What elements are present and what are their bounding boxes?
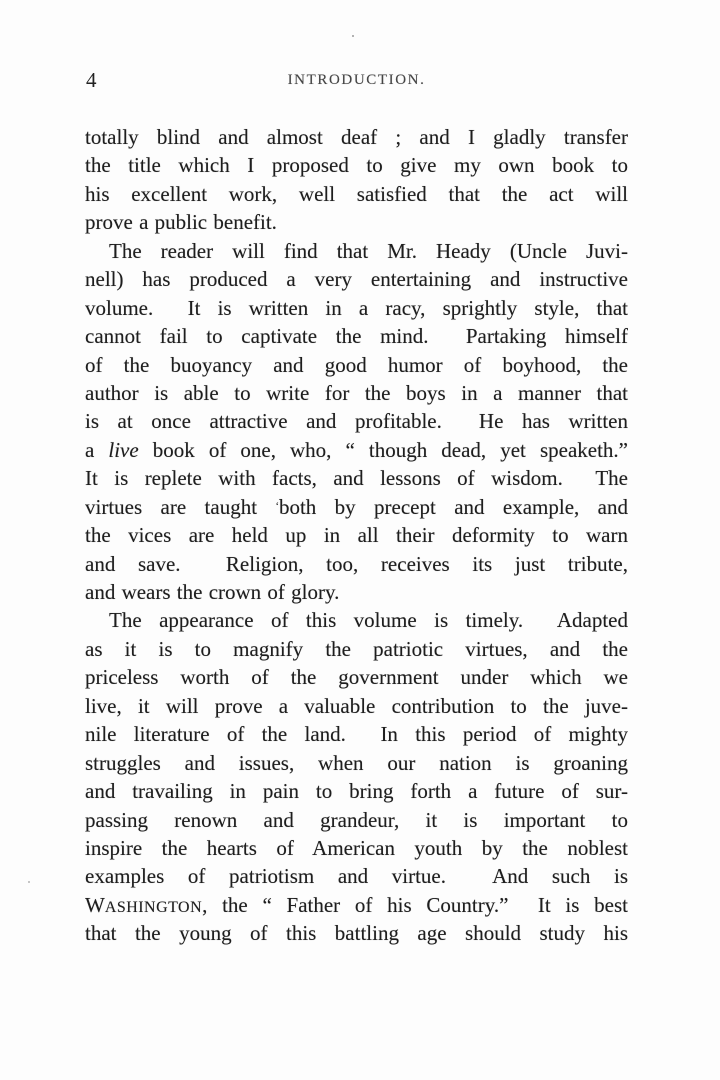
text-segment: as it is to magnify the patriotic virtues, and the	[85, 636, 628, 661]
text-line	[85, 521, 628, 549]
text-segment: and wears the crown of glory.	[85, 580, 340, 604]
text-line	[85, 294, 628, 322]
text-line	[85, 663, 628, 691]
text-segment: volume. It is written in a racy, sprightly style, that	[85, 295, 628, 320]
text-segment: examples of patriotism and virtue. And such is	[85, 864, 628, 889]
text-line	[85, 891, 628, 919]
text-segment: totally blind and almost deaf ; and I gladly transfer	[85, 125, 628, 149]
text-line	[85, 208, 628, 236]
page-header	[85, 66, 628, 96]
text-segment: that the young of this battling age should study his	[85, 921, 628, 946]
text-segment: priceless worth of the government under which we	[85, 665, 628, 690]
smallcaps-text: ASHINGTON	[104, 898, 203, 916]
text-segment: nell) has produced a very entertaining and instructive	[85, 267, 628, 292]
ink-speck-left	[28, 881, 30, 883]
text-line	[85, 777, 628, 805]
text-line	[85, 550, 628, 578]
text-segment: book of one, who, “ though dead, yet speaketh.”	[138, 437, 628, 462]
text-line	[85, 237, 628, 265]
text-segment: prove a public benefit.	[85, 210, 277, 235]
text-line	[85, 464, 628, 492]
text-segment: nile literature of the land. In this period of mighty	[85, 722, 628, 747]
text-line	[85, 720, 628, 748]
page-text	[85, 123, 628, 948]
text-line	[85, 379, 628, 407]
text-line	[85, 322, 628, 350]
text-segment: is at once attractive and profitable. He has written	[85, 409, 628, 434]
text-line	[85, 806, 628, 834]
text-segment: live, it will prove a valuable contribution to the juve-	[85, 693, 628, 718]
text-segment: , the “ Father of his Country.” It is best	[202, 892, 628, 917]
text-segment: cannot fail to captivate the mind. Partaking himself	[85, 324, 628, 349]
text-segment: a	[85, 437, 109, 462]
text-line	[85, 436, 628, 464]
text-line	[85, 578, 628, 606]
text-segment: passing renown and grandeur, it is important to	[85, 807, 628, 832]
text-segment: of the buoyancy and good humor of boyhood, the	[85, 352, 628, 377]
text-line	[85, 692, 628, 720]
text-segment: It is replete with facts, and lessons of wisdom. The	[85, 466, 628, 491]
italic-text: live	[108, 437, 139, 462]
text-line	[85, 919, 628, 947]
text-segment: The reader will find that Mr. Heady (Uncle Juvi-	[109, 238, 628, 263]
print-speck: ‘	[275, 500, 279, 512]
text-line	[85, 635, 628, 663]
text-segment: his excellent work, well satisfied that the act will	[85, 181, 628, 206]
text-line	[85, 180, 628, 208]
text-line	[85, 606, 628, 634]
text-line	[85, 123, 628, 151]
text-line	[85, 834, 628, 862]
text-line	[85, 749, 628, 777]
text-line	[85, 351, 628, 379]
text-segment: The appearance of this volume is timely. Adapted	[109, 608, 628, 633]
text-segment: inspire the hearts of American youth by the noblest	[85, 835, 628, 860]
running-head: INTRODUCTION.	[287, 72, 426, 88]
ink-speck-top	[352, 35, 354, 37]
text-segment: struggles and issues, when our nation is groaning	[85, 750, 628, 775]
text-line	[85, 862, 628, 890]
text-line	[85, 265, 628, 293]
text-segment: the vices are held up in all their deformity to warn	[85, 523, 628, 548]
text-segment: the title which I proposed to give my own book to	[85, 153, 628, 178]
text-segment: virtues are taught	[85, 494, 276, 519]
text-line	[85, 493, 628, 521]
text-segment: W	[85, 892, 105, 917]
text-segment: and save. Religion, too, receives its just tribute,	[85, 551, 628, 576]
text-line	[85, 151, 628, 179]
text-line	[85, 407, 628, 435]
text-segment: and travailing in pain to bring forth a future of sur-	[85, 779, 628, 804]
text-segment: both by precept and example, and	[278, 494, 628, 519]
page-number: 4	[86, 68, 97, 92]
text-segment: author is able to write for the boys in a manner that	[85, 380, 628, 405]
